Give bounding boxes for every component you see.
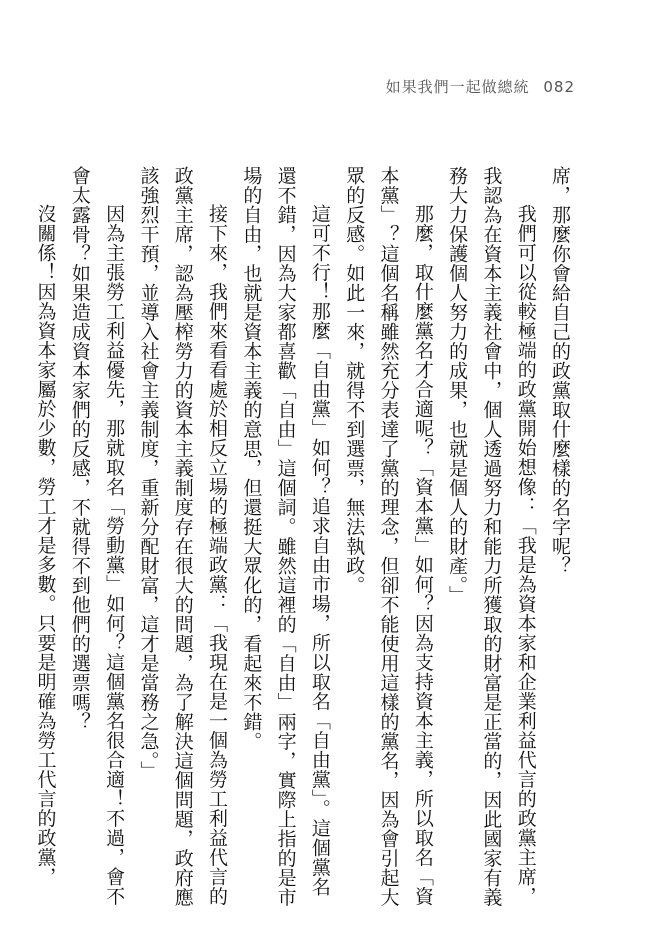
page-number: 082: [543, 78, 575, 96]
page-header: [386, 76, 575, 97]
text-line: 本黨」？這個名稱雖然充分表達了黨的理念，但卻不能使用這樣的黨名，因為會引起大: [377, 166, 400, 907]
book-title: 如果我們一起做總統: [385, 78, 530, 96]
text-line: 我們可以從較極端的政黨開始想像：「我是為資本家和企業利益代言的政黨主席，: [514, 204, 537, 906]
text-line: 沒關係！因為資本家屬於少數，勞工才是多數。只要是明確為勞工代言的政黨，: [34, 204, 57, 887]
text-line: 還不錯，因為大家都喜歡「自由」這個詞。雖然這裡的「自由」兩字，實際上指的是市: [274, 166, 297, 907]
text-line: 該強烈干預，並導入社會主義制度，重新分配財富，這才是當務之急。」: [137, 166, 160, 781]
text-line: 席，那麼你會給自己的政黨取什麼樣的名字呢？: [549, 166, 571, 576]
text-line: 這可不行！那麼「自由黨」如何？追求自由市場，所以取名「自由黨」。這個黨名: [308, 204, 331, 897]
text-line: 因為主張勞工利益優先，那就取名「勞動黨」如何？這個黨名很合適！不過，會不: [103, 204, 126, 906]
body-text: [28, 166, 577, 907]
text-line: 政黨主席，認為壓榨勞力的資本主義制度存在很大的問題，為了解決這個問題，政府應: [171, 166, 194, 907]
text-line: 我認為在資本主義社會中，個人透過努力和能力所獲取的財富是正當的，因此國家有義: [480, 166, 503, 907]
text-line: 接下來，我們來看看處於相反立場的極端政黨：「我現在是一個為勞工利益代言的: [206, 204, 229, 906]
text-line: 場的自由，也就是資本主義的意思，但還挺大眾化的，看起來不錯。: [240, 166, 263, 751]
text-line: 眾的反感。如此一來，就得不到選票，無法執政。: [343, 166, 366, 595]
text-line: 會太露骨？如果造成資本家們的反感，不就得不到他們的選票嗎？: [68, 166, 91, 732]
text-line: 務大力保護個人努力的成果，也就是個人的財產。」: [446, 166, 469, 605]
text-line: 那麼，取什麼黨名才合適呢？「資本黨」如何？因為支持資本主義，所以取名「資: [411, 204, 434, 906]
